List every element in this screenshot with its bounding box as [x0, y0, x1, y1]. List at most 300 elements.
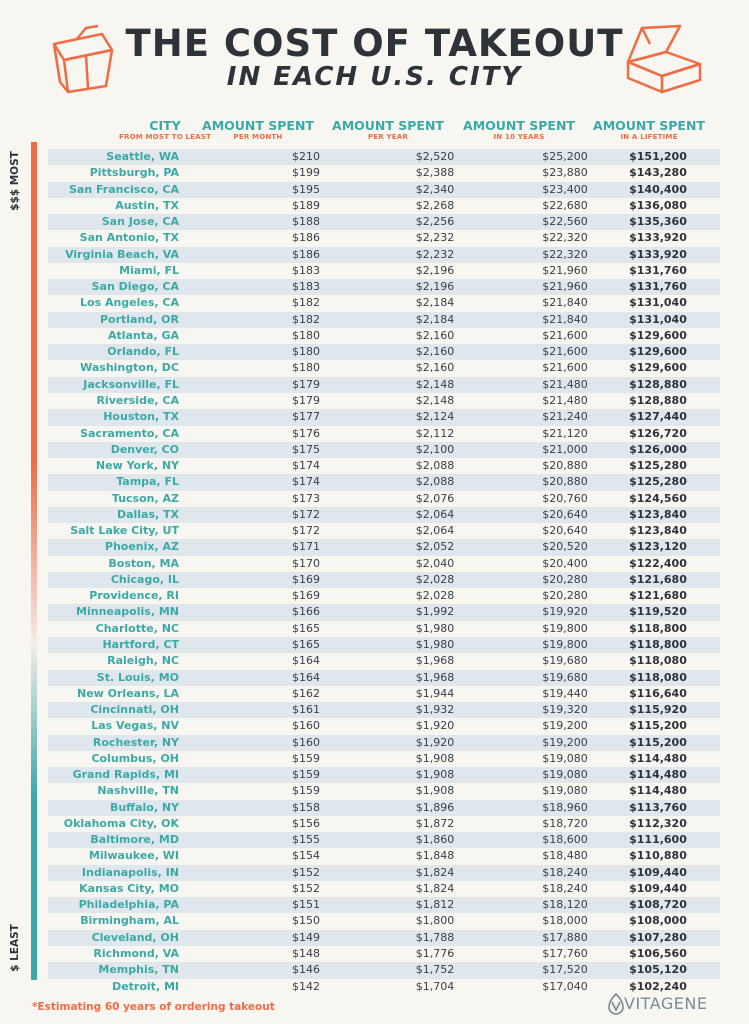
- city-cell: Pittsburgh, PA: [89, 166, 179, 180]
- year-cell: $2,076: [415, 491, 455, 505]
- table-row: [48, 474, 720, 490]
- year-cell: $2,340: [415, 182, 455, 196]
- lifetime-cell: $129,600: [629, 345, 687, 359]
- month-cell: $174: [292, 475, 320, 489]
- year-cell: $1,920: [415, 719, 455, 733]
- decade-cell: $18,600: [542, 833, 588, 847]
- city-cell: Detroit, MI: [112, 979, 179, 993]
- decade-cell: $21,000: [542, 442, 588, 456]
- city-cell: Orlando, FL: [107, 345, 179, 359]
- year-cell: $2,088: [415, 459, 455, 473]
- month-cell: $161: [292, 703, 320, 717]
- decade-cell: $18,480: [542, 849, 588, 863]
- decade-cell: $20,760: [542, 491, 588, 505]
- year-cell: $2,184: [415, 312, 455, 326]
- city-cell: St. Louis, MO: [96, 670, 179, 684]
- decade-cell: $18,120: [542, 898, 588, 912]
- year-cell: $1,812: [415, 898, 455, 912]
- year-cell: $2,232: [415, 231, 455, 245]
- year-cell: $2,184: [415, 296, 455, 310]
- year-cell: $2,256: [415, 215, 455, 229]
- decade-cell: $25,200: [542, 150, 588, 163]
- decade-cell: $19,680: [542, 670, 588, 684]
- year-cell: $1,872: [415, 816, 455, 830]
- month-cell: $172: [292, 507, 320, 521]
- decade-cell: $21,600: [542, 328, 588, 342]
- year-cell: $1,932: [415, 703, 455, 717]
- decade-cell: $19,920: [542, 605, 588, 619]
- year-cell: $2,088: [415, 475, 455, 489]
- city-cell: Jacksonville, FL: [83, 377, 179, 391]
- table-row: [48, 214, 720, 230]
- city-cell: Providence, RI: [89, 589, 179, 603]
- year-cell: $1,788: [415, 930, 455, 944]
- header-city-sub: FROM MOST TO LEAST: [119, 133, 211, 141]
- lifetime-cell: $125,280: [629, 475, 687, 489]
- city-cell: Houston, TX: [103, 410, 179, 424]
- lifetime-cell: $112,320: [629, 816, 687, 830]
- month-cell: $179: [292, 377, 320, 391]
- month-cell: $169: [292, 572, 320, 586]
- month-cell: $165: [292, 637, 320, 651]
- lifetime-cell: $108,720: [629, 898, 687, 912]
- scale-least-label: $ LEAST: [9, 924, 21, 972]
- lifetime-cell: $123,840: [629, 524, 687, 538]
- year-cell: $1,968: [415, 670, 455, 684]
- month-cell: $180: [292, 328, 320, 342]
- city-cell: San Antonio, TX: [79, 231, 179, 245]
- year-cell: $2,160: [415, 328, 455, 342]
- decade-cell: $19,440: [542, 686, 588, 700]
- city-cell: Portland, OR: [99, 312, 179, 326]
- table-row: [48, 621, 720, 637]
- decade-cell: $20,400: [542, 556, 588, 570]
- city-cell: Denver, CO: [110, 442, 179, 456]
- city-cell: Memphis, TN: [98, 963, 179, 977]
- month-cell: $195: [292, 182, 320, 196]
- table-row: [48, 670, 720, 686]
- city-cell: Tucson, AZ: [111, 491, 179, 505]
- city-cell: Charlotte, NC: [95, 621, 179, 635]
- lifetime-cell: $136,080: [629, 198, 687, 212]
- decade-cell: $19,320: [542, 703, 588, 717]
- lifetime-cell: $131,760: [629, 263, 687, 277]
- vitagene-logo-text: VITAGENE: [624, 994, 708, 1013]
- lifetime-cell: $102,240: [629, 979, 687, 993]
- decade-cell: $19,080: [542, 784, 588, 798]
- month-cell: $148: [292, 947, 320, 961]
- table-row: [48, 767, 720, 783]
- table-row: [48, 588, 720, 604]
- lifetime-cell: $133,920: [629, 247, 687, 261]
- year-cell: $1,776: [415, 947, 455, 961]
- month-cell: $162: [292, 686, 320, 700]
- decade-cell: $17,040: [542, 979, 588, 993]
- city-cell: Sacramento, CA: [80, 426, 179, 440]
- year-cell: $1,860: [415, 833, 455, 847]
- city-cell: Phoenix, AZ: [104, 540, 179, 554]
- year-cell: $2,160: [415, 345, 455, 359]
- lifetime-cell: $114,480: [629, 784, 687, 798]
- lifetime-cell: $131,760: [629, 280, 687, 294]
- city-cell: Seattle, WA: [106, 150, 179, 163]
- decade-cell: $18,000: [542, 914, 588, 928]
- decade-cell: $17,520: [542, 963, 588, 977]
- lifetime-cell: $129,600: [629, 361, 687, 375]
- city-cell: Las Vegas, NV: [91, 719, 179, 733]
- table-row: [48, 458, 720, 474]
- year-cell: $2,196: [415, 280, 455, 294]
- decade-cell: $21,240: [542, 410, 588, 424]
- page-title: THE COST OF TAKEOUT: [125, 22, 624, 65]
- year-cell: $2,520: [415, 150, 455, 163]
- lifetime-cell: $110,880: [629, 849, 687, 863]
- table-row: [48, 491, 720, 507]
- city-cell: San Diego, CA: [91, 280, 179, 294]
- year-cell: $1,908: [415, 751, 455, 765]
- city-cell: Atlanta, GA: [107, 328, 179, 342]
- city-cell: Columbus, OH: [91, 751, 179, 765]
- city-cell: Birmingham, AL: [80, 914, 179, 928]
- lifetime-cell: $131,040: [629, 296, 687, 310]
- month-cell: $152: [292, 865, 320, 879]
- header-lifetime-label: AMOUNT SPENT: [593, 118, 705, 133]
- city-cell: Tampa, FL: [116, 475, 179, 489]
- lifetime-cell: $133,920: [629, 231, 687, 245]
- city-cell: Nashville, TN: [97, 784, 179, 798]
- decade-cell: $17,760: [542, 947, 588, 961]
- header-year-label: AMOUNT SPENT: [332, 118, 444, 133]
- city-cell: Baltimore, MD: [90, 833, 179, 847]
- decade-cell: $21,120: [542, 426, 588, 440]
- year-cell: $2,268: [415, 198, 455, 212]
- month-cell: $151: [292, 898, 320, 912]
- month-cell: $149: [292, 930, 320, 944]
- year-cell: $2,052: [415, 540, 455, 554]
- header-decade-label: AMOUNT SPENT: [463, 118, 575, 133]
- month-cell: $183: [292, 280, 320, 294]
- table-row: [48, 149, 720, 165]
- city-cell: Kansas City, MO: [79, 881, 179, 895]
- year-cell: $1,848: [415, 849, 455, 863]
- month-cell: $182: [292, 312, 320, 326]
- decade-cell: $19,680: [542, 654, 588, 668]
- year-cell: $1,920: [415, 735, 455, 749]
- year-cell: $1,944: [415, 686, 455, 700]
- lifetime-cell: $105,120: [629, 963, 687, 977]
- lifetime-cell: $123,120: [629, 540, 687, 554]
- city-cell: Indianapolis, IN: [81, 865, 179, 879]
- city-cell: Austin, TX: [115, 198, 179, 212]
- table-row: [48, 800, 720, 816]
- month-cell: $154: [292, 849, 320, 863]
- table-row: [48, 426, 720, 442]
- table-row: [48, 539, 720, 555]
- table-row: [48, 295, 720, 311]
- year-cell: $1,980: [415, 621, 455, 635]
- city-cell: Philadelphia, PA: [78, 898, 179, 912]
- month-cell: $174: [292, 459, 320, 473]
- month-cell: $171: [292, 540, 320, 554]
- lifetime-cell: $126,720: [629, 426, 687, 440]
- month-cell: $155: [292, 833, 320, 847]
- city-cell: Hartford, CT: [102, 637, 179, 651]
- decade-cell: $20,880: [542, 475, 588, 489]
- city-cell: Cincinnati, OH: [90, 703, 179, 717]
- lifetime-cell: $115,920: [629, 703, 687, 717]
- city-cell: New Orleans, LA: [77, 686, 179, 700]
- year-cell: $2,028: [415, 589, 455, 603]
- month-cell: $189: [292, 198, 320, 212]
- table-row: [48, 702, 720, 718]
- year-cell: $2,124: [415, 410, 455, 424]
- lifetime-cell: $114,480: [629, 751, 687, 765]
- page-subtitle: IN EACH U.S. CITY: [226, 62, 523, 92]
- city-cell: New York, NY: [95, 459, 179, 473]
- lifetime-cell: $115,200: [629, 735, 687, 749]
- city-cell: Minneapolis, MN: [76, 605, 179, 619]
- decade-cell: $21,840: [542, 312, 588, 326]
- month-cell: $210: [292, 150, 320, 163]
- year-cell: $1,704: [415, 979, 455, 993]
- year-cell: $2,160: [415, 361, 455, 375]
- city-cell: Miami, FL: [119, 263, 179, 277]
- header-lifetime: [585, 119, 713, 142]
- table-row: [48, 962, 720, 978]
- month-cell: $164: [292, 670, 320, 684]
- year-cell: $2,040: [415, 556, 455, 570]
- month-cell: $180: [292, 345, 320, 359]
- lifetime-cell: $118,080: [629, 670, 687, 684]
- lifetime-cell: $124,560: [629, 491, 687, 505]
- scale-most-label: $$$ MOST: [9, 151, 21, 211]
- header-decade-sub: IN 10 YEARS: [493, 133, 545, 141]
- city-cell: Riverside, CA: [96, 393, 179, 407]
- table-row: [48, 881, 720, 897]
- decade-cell: $22,320: [542, 231, 588, 245]
- table-row: [48, 377, 720, 393]
- table-row: [48, 507, 720, 523]
- year-cell: $2,388: [415, 166, 455, 180]
- lifetime-cell: $128,880: [629, 393, 687, 407]
- year-cell: $1,896: [415, 800, 455, 814]
- lifetime-cell: $121,680: [629, 589, 687, 603]
- lifetime-cell: $127,440: [629, 410, 687, 424]
- lifetime-cell: $122,400: [629, 556, 687, 570]
- decade-cell: $21,960: [542, 263, 588, 277]
- header-month-label: AMOUNT SPENT: [202, 118, 314, 133]
- table-row: [48, 653, 720, 669]
- year-cell: $1,824: [415, 865, 455, 879]
- table-row: [48, 865, 720, 881]
- decade-cell: $20,640: [542, 507, 588, 521]
- city-cell: Boston, MA: [108, 556, 179, 570]
- table-row: [48, 816, 720, 832]
- year-cell: $1,824: [415, 881, 455, 895]
- decade-cell: $19,800: [542, 637, 588, 651]
- vitagene-logo-icon: [607, 993, 625, 1015]
- table-row: [48, 393, 720, 409]
- month-cell: $142: [292, 979, 320, 993]
- city-cell: Rochester, NY: [92, 735, 179, 749]
- year-cell: $1,908: [415, 768, 455, 782]
- month-cell: $160: [292, 719, 320, 733]
- decade-cell: $22,560: [542, 215, 588, 229]
- table-row: [48, 409, 720, 425]
- lifetime-cell: $106,560: [629, 947, 687, 961]
- lifetime-cell: $135,360: [629, 215, 687, 229]
- table-row: [48, 913, 720, 929]
- decade-cell: $19,080: [542, 768, 588, 782]
- year-cell: $2,196: [415, 263, 455, 277]
- table-row: [48, 751, 720, 767]
- month-cell: $169: [292, 589, 320, 603]
- table-row: [48, 556, 720, 572]
- city-cell: Richmond, VA: [93, 947, 179, 961]
- year-cell: $1,752: [415, 963, 455, 977]
- decade-cell: $21,480: [542, 393, 588, 407]
- lifetime-cell: $123,840: [629, 507, 687, 521]
- year-cell: $2,064: [415, 524, 455, 538]
- decade-cell: $20,880: [542, 459, 588, 473]
- table-row: [48, 604, 720, 620]
- month-cell: $188: [292, 215, 320, 229]
- table-row: [48, 230, 720, 246]
- lifetime-cell: $114,480: [629, 768, 687, 782]
- table-row: [48, 718, 720, 734]
- lifetime-cell: $121,680: [629, 572, 687, 586]
- city-cell: Milwaukee, WI: [88, 849, 179, 863]
- month-cell: $165: [292, 621, 320, 635]
- decade-cell: $20,280: [542, 572, 588, 586]
- year-cell: $2,112: [415, 426, 455, 440]
- lifetime-cell: $131,040: [629, 312, 687, 326]
- month-cell: $156: [292, 816, 320, 830]
- lifetime-cell: $118,800: [629, 621, 687, 635]
- decade-cell: $21,840: [542, 296, 588, 310]
- lifetime-cell: $118,800: [629, 637, 687, 651]
- month-cell: $172: [292, 524, 320, 538]
- decade-cell: $18,960: [542, 800, 588, 814]
- cost-table: [48, 149, 720, 995]
- month-cell: $186: [292, 247, 320, 261]
- month-cell: $173: [292, 491, 320, 505]
- decade-cell: $20,640: [542, 524, 588, 538]
- cost-gradient-bar: [31, 142, 37, 980]
- month-cell: $152: [292, 881, 320, 895]
- table-row: [48, 165, 720, 181]
- month-cell: $186: [292, 231, 320, 245]
- month-cell: $166: [292, 605, 320, 619]
- month-cell: $160: [292, 735, 320, 749]
- table-row: [48, 344, 720, 360]
- lifetime-cell: $125,280: [629, 459, 687, 473]
- lifetime-cell: $109,440: [629, 865, 687, 879]
- table-row: [48, 946, 720, 962]
- year-cell: $1,800: [415, 914, 455, 928]
- lifetime-cell: $119,520: [629, 605, 687, 619]
- lifetime-cell: $113,760: [629, 800, 687, 814]
- month-cell: $199: [292, 166, 320, 180]
- city-cell: Virginia Beach, VA: [65, 247, 179, 261]
- month-cell: $158: [292, 800, 320, 814]
- table-row: [48, 848, 720, 864]
- table-row: [48, 312, 720, 328]
- header-year-sub: PER YEAR: [368, 133, 408, 141]
- table-row: [48, 783, 720, 799]
- year-cell: $2,100: [415, 442, 455, 456]
- table-row: [48, 686, 720, 702]
- city-cell: San Francisco, CA: [68, 182, 179, 196]
- month-cell: $159: [292, 751, 320, 765]
- decade-cell: $21,480: [542, 377, 588, 391]
- table-row: [48, 263, 720, 279]
- decade-cell: $18,240: [542, 881, 588, 895]
- table-row: [48, 523, 720, 539]
- decade-cell: $20,520: [542, 540, 588, 554]
- year-cell: $2,232: [415, 247, 455, 261]
- header-decade: [455, 119, 583, 142]
- city-cell: Buffalo, NY: [109, 800, 179, 814]
- year-cell: $2,064: [415, 507, 455, 521]
- table-row: [48, 198, 720, 214]
- decade-cell: $21,600: [542, 361, 588, 375]
- city-cell: Oklahoma City, OK: [63, 816, 179, 830]
- lifetime-cell: $109,440: [629, 881, 687, 895]
- year-cell: $1,980: [415, 637, 455, 651]
- decade-cell: $23,400: [542, 182, 588, 196]
- month-cell: $159: [292, 768, 320, 782]
- header-year: [324, 119, 452, 142]
- decade-cell: $19,200: [542, 735, 588, 749]
- city-cell: Grand Rapids, MI: [72, 768, 179, 782]
- table-row: [48, 279, 720, 295]
- table-row: [48, 182, 720, 198]
- city-cell: Washington, DC: [80, 361, 179, 375]
- table-row: [48, 442, 720, 458]
- header-city-label: CITY: [149, 118, 181, 133]
- year-cell: $2,148: [415, 393, 455, 407]
- city-cell: Salt Lake City, UT: [70, 524, 179, 538]
- lifetime-cell: $111,600: [629, 833, 687, 847]
- table-row: [48, 637, 720, 653]
- decade-cell: $23,880: [542, 166, 588, 180]
- lifetime-cell: $108,000: [629, 914, 687, 928]
- table-row: [48, 832, 720, 848]
- decade-cell: $20,280: [542, 589, 588, 603]
- table-row: [48, 572, 720, 588]
- month-cell: $146: [292, 963, 320, 977]
- month-cell: $177: [292, 410, 320, 424]
- lifetime-cell: $107,280: [629, 930, 687, 944]
- month-cell: $180: [292, 361, 320, 375]
- decade-cell: $22,680: [542, 198, 588, 212]
- decade-cell: $21,600: [542, 345, 588, 359]
- month-cell: $182: [292, 296, 320, 310]
- decade-cell: $17,880: [542, 930, 588, 944]
- table-row: [48, 930, 720, 946]
- decade-cell: $19,200: [542, 719, 588, 733]
- decade-cell: $19,800: [542, 621, 588, 635]
- lifetime-cell: $128,880: [629, 377, 687, 391]
- city-cell: Cleveland, OH: [91, 930, 179, 944]
- table-row: [48, 360, 720, 376]
- table-row: [48, 735, 720, 751]
- header-month: [194, 119, 322, 142]
- lifetime-cell: $140,400: [629, 182, 687, 196]
- header-month-sub: PER MONTH: [233, 133, 283, 141]
- month-cell: $176: [292, 426, 320, 440]
